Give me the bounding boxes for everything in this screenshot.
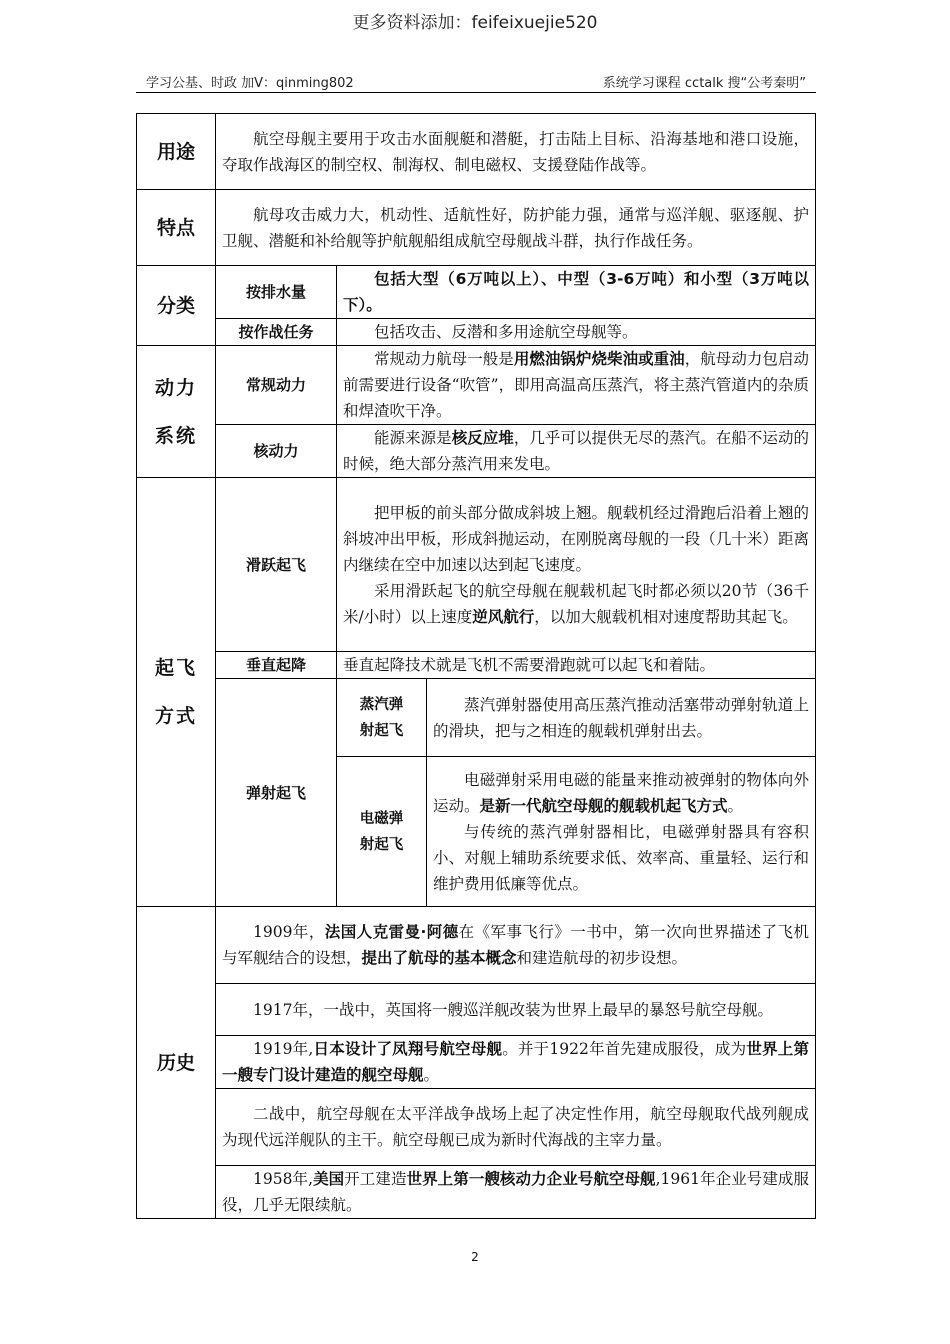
sub-steam-catapult: 蒸汽弹 射起飞 <box>337 679 427 757</box>
history-1917: 1917年，一战中，英国将一艘巡洋舰改装为世界上最早的暴怒号航空母舰。 <box>216 984 816 1036</box>
history-1919: 1919年,日本设计了凤翔号航空母舰。并于1922年首先建成服役，成为世界上第一艘专门设计建造的舰空母舰。 <box>216 1036 816 1089</box>
row-features <box>137 190 816 266</box>
header-left: 学习公基、时政 加V：qinming802 <box>146 76 354 91</box>
aircraft-carrier-table <box>136 113 816 1219</box>
sub-conventional: 常规动力 <box>216 346 337 425</box>
header-right: 系统学习课程 cctalk 搜“公考秦明” <box>602 76 806 91</box>
vtol-text: 垂直起降技术就是飞机不需要滑跑就可以起飞和着陆。 <box>337 652 816 679</box>
page-number: 2 <box>471 1250 479 1264</box>
row-takeoff-1 <box>137 478 816 652</box>
row-power-2 <box>137 425 816 478</box>
usage-text: 航空母舰主要用于攻击水面舰艇和潜艇，打击陆上目标、沿海基地和港口设施，夺取作战海区的制空权、制海权、制电磁权、支援登陆作战等。 <box>216 114 816 190</box>
steam-catapult-text: 蒸汽弹射器使用高压蒸汽推动活塞带动弹射轨道上的滑块，把与之相连的舰载机弹射出去。 <box>427 679 816 757</box>
row-power-1 <box>137 346 816 425</box>
label-classification: 分类 <box>137 266 216 346</box>
history-1958: 1958年,美国开工建造世界上第一艘核动力企业号航空母舰,1961年企业号建成服役，几乎无限续航。 <box>216 1166 816 1219</box>
sub-vtol: 垂直起降 <box>216 652 337 679</box>
sub-displacement: 按排水量 <box>216 266 337 319</box>
row-history-5 <box>137 1166 816 1219</box>
sub-catapult: 弹射起飞 <box>216 679 337 907</box>
sub-ski-jump: 滑跃起飞 <box>216 478 337 652</box>
displacement-text: 包括大型（6万吨以上）、中型（3-6万吨）和小型（3万吨以下）。 <box>337 266 816 319</box>
sub-em-catapult: 电磁弹 射起飞 <box>337 757 427 907</box>
sub-mission: 按作战任务 <box>216 319 337 346</box>
label-usage: 用途 <box>137 114 216 190</box>
row-classification-1 <box>137 266 816 319</box>
row-history-4 <box>137 1089 816 1166</box>
features-text: 航母攻击威力大，机动性、适航性好，防护能力强，通常与巡洋舰、驱逐舰、护卫舰、潜艇和补给舰等护航舰船组成航空母舰战斗群，执行作战任务。 <box>216 190 816 266</box>
nuclear-text: 能源来源是核反应堆，几乎可以提供无尽的蒸汽。在船不运动的时候，绝大部分蒸汽用来发电。 <box>337 425 816 478</box>
label-power: 动力 系统 <box>137 346 216 478</box>
label-history: 历史 <box>137 907 216 1219</box>
row-classification-2 <box>137 319 816 346</box>
label-takeoff: 起飞 方式 <box>137 478 216 907</box>
sub-nuclear: 核动力 <box>216 425 337 478</box>
row-history-2 <box>137 984 816 1036</box>
ski-jump-text: 把甲板的前头部分做成斜坡上翘。舰载机经过滑跑后沿着上翘的斜坡冲出甲板，形成斜抛运动，在刚脱离母舰的一段（几十米）距离内继续在空中加速以达到起飞速度。 采用滑跃起飞的航空母舰在舰载机起飞时都必须以20节（36千米/小时）以上速度逆风航行，以加大舰载机相对速度帮助其起飞。 <box>337 478 816 652</box>
row-history-1 <box>137 907 816 984</box>
row-history-3 <box>137 1036 816 1089</box>
row-usage <box>137 114 816 190</box>
em-catapult-text: 电磁弹射采用电磁的能量来推动被弹射的物体向外运动。是新一代航空母舰的舰载机起飞方式。 与传统的蒸汽弹射器相比，电磁弹射器具有容积小、对舰上辅助系统要求低、效率高、重量轻、运行和维护费用低廉等优点。 <box>427 757 816 907</box>
history-ww2: 二战中，航空母舰在太平洋战争战场上起了决定性作用，航空母舰取代战列舰成为现代远洋舰队的主干。航空母舰已成为新时代海战的主宰力量。 <box>216 1089 816 1166</box>
watermark: 更多资料添加：feifeixuejie520 <box>352 13 598 33</box>
mission-text: 包括攻击、反潜和多用途航空母舰等。 <box>337 319 816 346</box>
label-features: 特点 <box>137 190 216 266</box>
row-takeoff-3 <box>137 679 816 757</box>
row-takeoff-2 <box>137 652 816 679</box>
header-divider <box>136 92 816 93</box>
history-1909: 1909年，法国人克雷曼·阿德在《军事飞行》一书中，第一次向世界描述了飞机与军舰结合的设想，提出了航母的基本概念和建造航母的初步设想。 <box>216 907 816 984</box>
conventional-text: 常规动力航母一般是用燃油锅炉烧柴油或重油，航母动力包启动前需要进行设备“吹管”，即用高温高压蒸汽，将主蒸汽管道内的杂质和焊渣吹干净。 <box>337 346 816 425</box>
